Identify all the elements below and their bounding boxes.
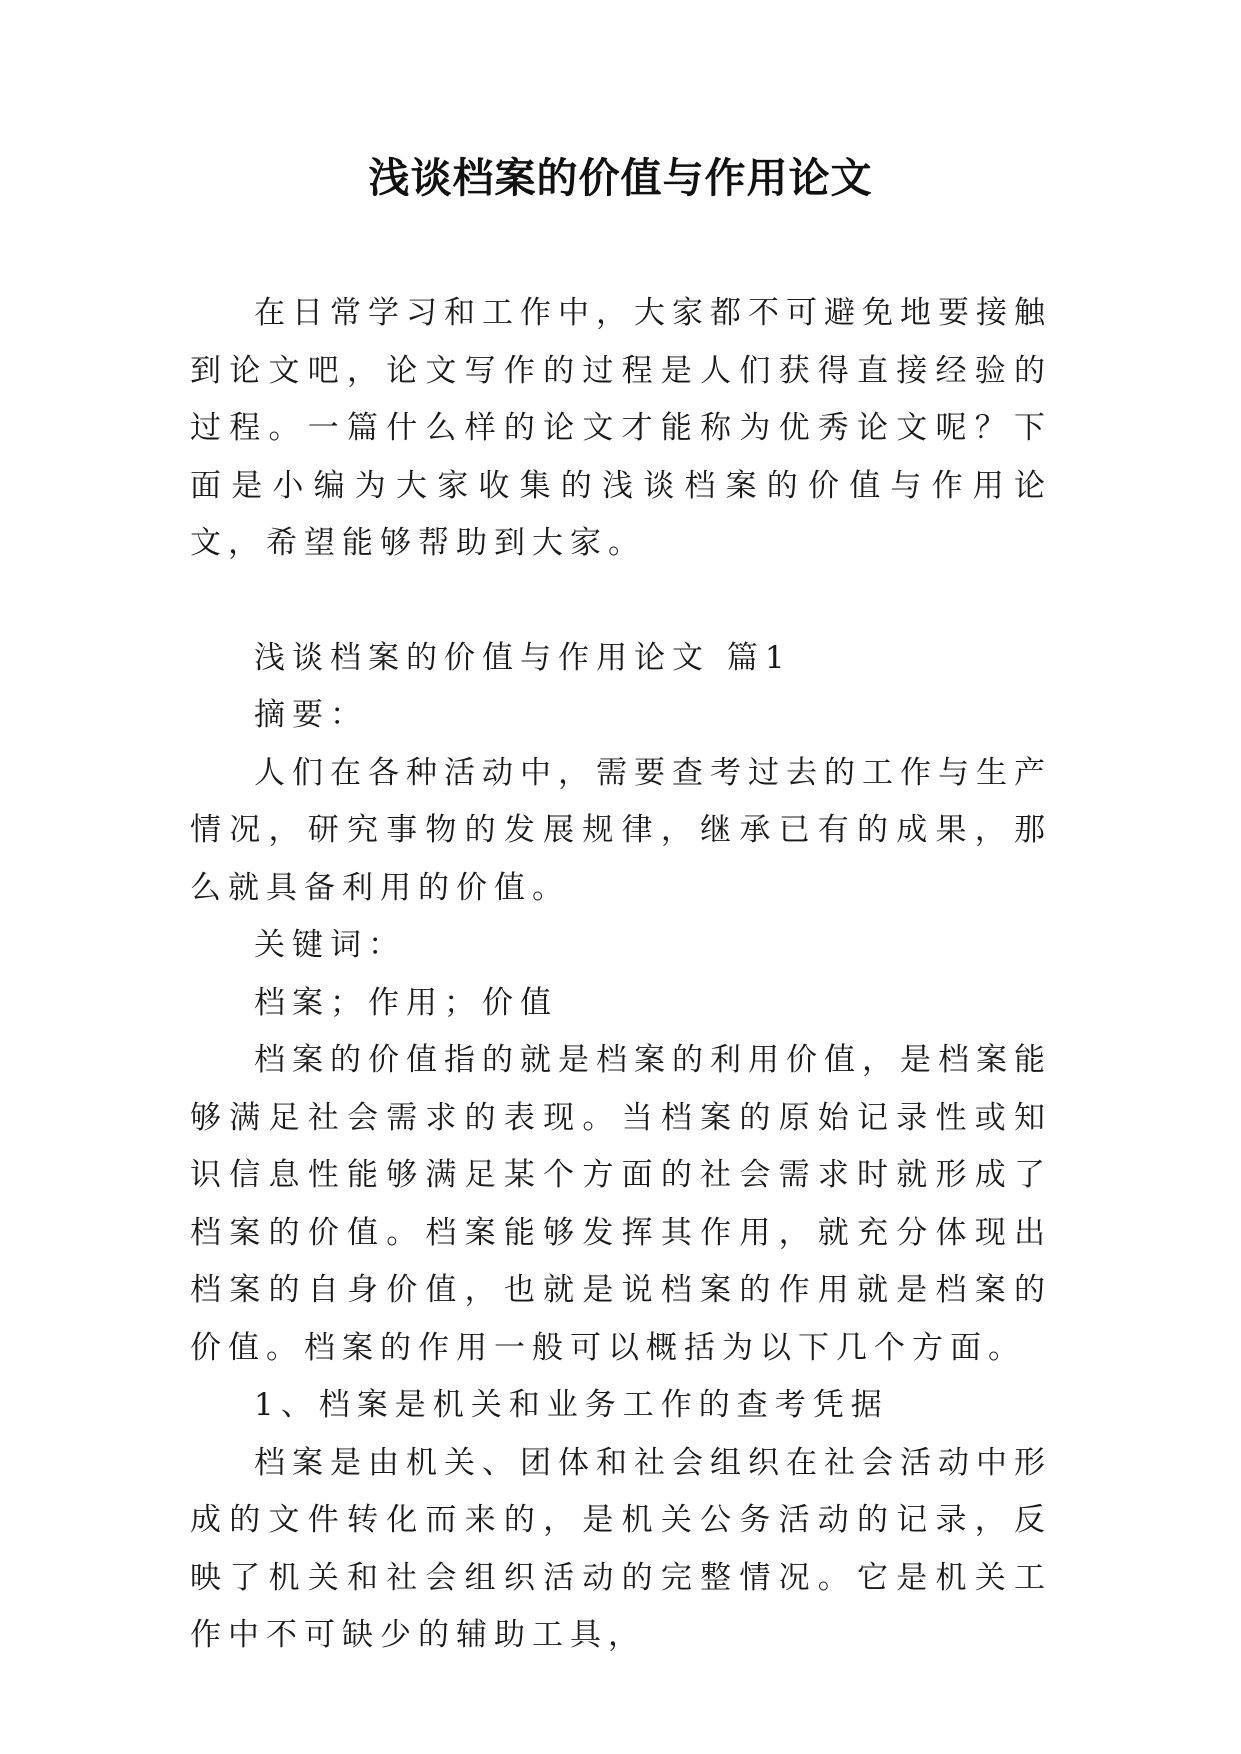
document-body [190, 285, 1052, 1665]
keywords-text: 档案；作用；价值 [254, 984, 558, 1021]
abstract-text: 人们在各种活动中，需要查考过去的工作与生产情况，研究事物的发展规律，继承已有的成果，那么就具备利用的价值。 [190, 754, 1052, 906]
abstract-label: 摘要： [254, 697, 368, 733]
section-gap [190, 573, 1052, 630]
body-paragraph: 档案的价值指的就是档案的利用价值，是档案能够满足社会需求的表现。当档案的原始记录性或知识信息性能够满足某个方面的社会需求时就形成了档案的价值。档案能够发挥其作用，就充分体现出档案的自身价值，也就是说档案的作用就是档案的价值。档案的作用一般可以概括为以下几个方面。 [190, 1042, 1052, 1366]
section-heading: 浅谈档案的价值与作用论文 篇1 [254, 639, 792, 676]
document-title: 浅谈档案的价值与作用论文 [368, 154, 873, 202]
intro-paragraph: 在日常学习和工作中，大家都不可避免地要接触到论文吧，论文写作的过程是人们获得直接经验的过程。一篇什么样的论文才能称为优秀论文呢？下面是小编为大家收集的浅谈档案的价值与作用论文，希望能够帮助到大家。 [190, 295, 1052, 561]
subheading: 1、档案是机关和业务工作的查考凭据 [254, 1387, 889, 1423]
keywords-label: 关键词： [254, 927, 406, 963]
body-paragraph: 档案是由机关、团体和社会组织在社会活动中形成的文件转化而来的，是机关公务活动的记录，反映了机关和社会组织活动的完整情况。它是机关工作中不可缺少的辅助工具， [190, 1444, 1052, 1653]
